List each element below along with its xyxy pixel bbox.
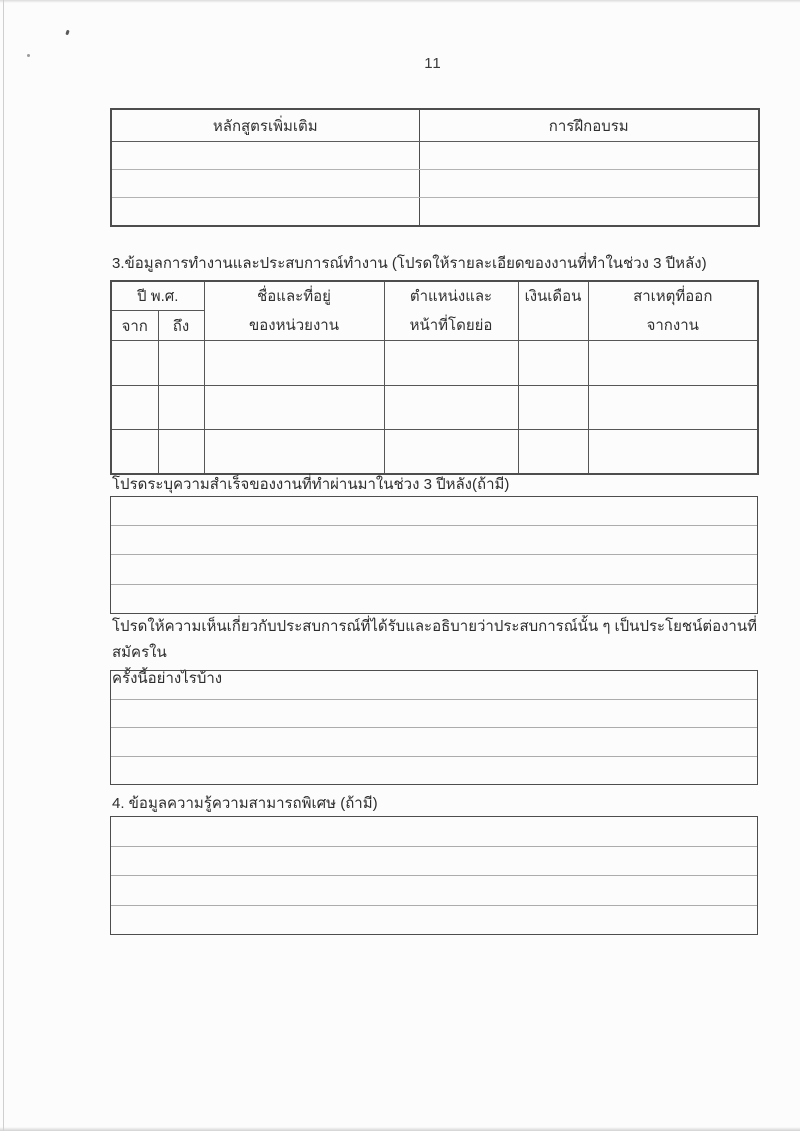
empty-cell <box>518 430 588 475</box>
empty-cell <box>518 341 588 386</box>
table-row <box>111 198 759 227</box>
empty-cell <box>419 170 759 198</box>
courses-training-table <box>110 108 760 227</box>
answer-line <box>111 699 757 728</box>
achievements-answer-box <box>110 496 758 614</box>
empty-cell <box>111 142 419 170</box>
empty-cell <box>158 386 204 430</box>
header-year-be: ปี พ.ศ. <box>111 281 204 311</box>
answer-line <box>111 525 757 554</box>
empty-cell <box>419 142 759 170</box>
subheader-from: จาก <box>111 311 158 341</box>
scan-speck <box>65 30 69 36</box>
header-position-line2: หน้าที่โดยย่อ <box>409 317 493 334</box>
header-reason-line1: สาเหตุที่ออก <box>633 288 713 305</box>
scan-edge-left <box>3 0 4 1131</box>
scan-speck <box>27 54 30 57</box>
empty-cell <box>588 430 758 475</box>
empty-cell <box>588 386 758 430</box>
header-name-address <box>204 281 384 341</box>
empty-cell <box>588 341 758 386</box>
table-row <box>111 170 759 198</box>
empty-cell <box>204 341 384 386</box>
header-position-line1: ตำแหน่งและ <box>409 288 493 305</box>
scan-edge-bottom <box>0 1127 800 1131</box>
header-name-address-line1: ชื่อและที่อยู่ <box>257 288 331 305</box>
answer-line <box>111 554 757 583</box>
empty-cell <box>158 341 204 386</box>
header-reason-line2: จากงาน <box>646 317 699 334</box>
table-header-row <box>111 281 758 311</box>
empty-cell <box>111 341 158 386</box>
header-additional-courses: หลักสูตรเพิ่มเติม <box>111 109 419 142</box>
experience-comment-line1: โปรดให้ความเห็นเกี่ยวกับประสบการณ์ที่ได้รับและอธิบายว่าประสบการณ์นั้น ๆ เป็นประโยชน์ต่องานที่สมัครใน <box>112 618 757 661</box>
header-position-duties <box>384 281 518 341</box>
empty-cell <box>384 430 518 475</box>
empty-cell <box>204 430 384 475</box>
header-name-address-line2: ของหน่วยงาน <box>249 317 339 334</box>
empty-cell <box>111 430 158 475</box>
answer-line <box>111 727 757 756</box>
empty-cell <box>158 430 204 475</box>
subheader-to: ถึง <box>158 311 204 341</box>
experience-comment-line2: ครั้งนี้อย่างไรบ้าง <box>112 670 223 687</box>
table-row <box>111 386 758 430</box>
empty-cell <box>204 386 384 430</box>
empty-cell <box>384 386 518 430</box>
table-header-row <box>111 109 759 142</box>
answer-line <box>111 875 757 905</box>
empty-cell <box>384 341 518 386</box>
section3-title: 3.ข้อมูลการทำงานและประสบการณ์ทำงาน (โปรดให้รายละเอียดของงานที่ทำในช่วง 3 ปีหลัง) <box>112 255 707 272</box>
achievements-label: โปรดระบุความสำเร็จของงานที่ทำผ่านมาในช่วง 3 ปีหลัง(ถ้ามี) <box>112 476 510 493</box>
answer-line <box>111 846 757 876</box>
header-salary: เงินเดือน <box>518 281 588 341</box>
answer-line <box>111 584 757 613</box>
page-number: 11 <box>424 55 442 72</box>
empty-cell <box>419 198 759 227</box>
empty-cell <box>111 386 158 430</box>
answer-line <box>111 671 757 699</box>
section4-title: 4. ข้อมูลความรู้ความสามารถพิเศษ (ถ้ามี) <box>112 795 378 812</box>
work-experience-table <box>110 280 759 475</box>
empty-cell <box>111 198 419 227</box>
scan-edge-top <box>0 0 800 3</box>
header-reason-leaving <box>588 281 758 341</box>
empty-cell <box>518 386 588 430</box>
experience-comment-answer-box <box>110 670 758 785</box>
empty-cell <box>111 170 419 198</box>
answer-line <box>111 817 757 846</box>
table-row <box>111 341 758 386</box>
header-training: การฝึกอบรม <box>419 109 759 142</box>
table-row <box>111 430 758 475</box>
special-skills-answer-box <box>110 816 758 935</box>
answer-line <box>111 905 757 935</box>
table-row <box>111 142 759 170</box>
answer-line <box>111 497 757 525</box>
answer-line <box>111 756 757 785</box>
